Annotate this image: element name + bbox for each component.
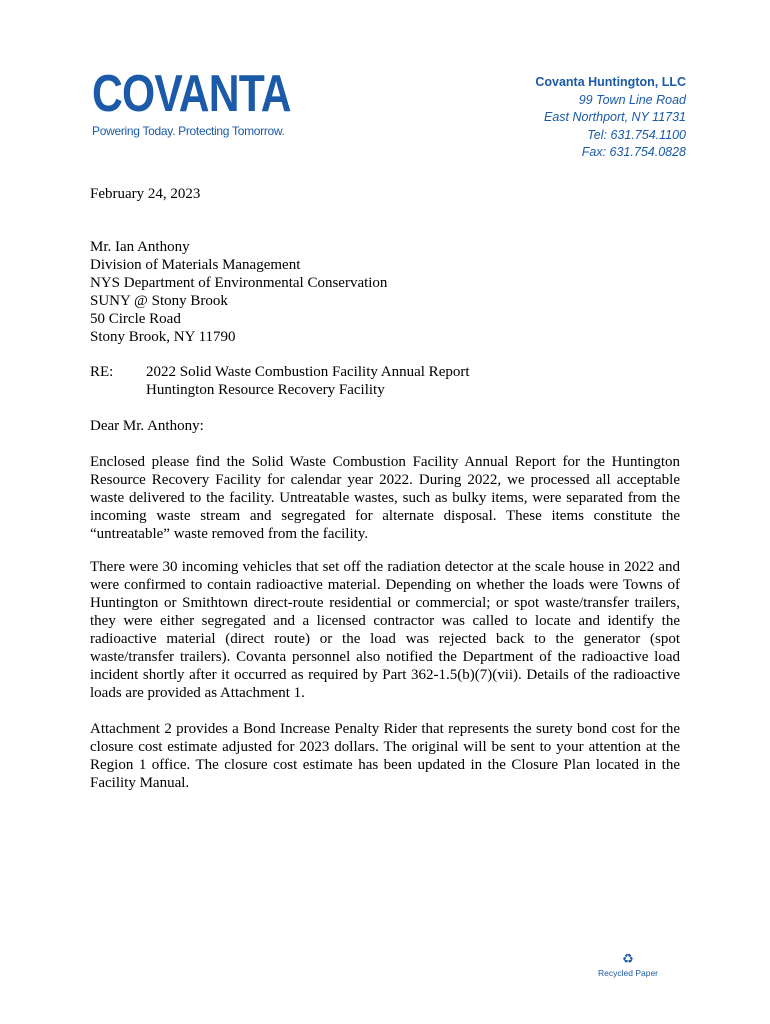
subject-line-1: 2022 Solid Waste Combustion Facility Annual Report xyxy=(146,364,470,380)
telephone: Tel: 631.754.1100 xyxy=(587,127,686,142)
recipient-line: SUNY @ Stony Brook xyxy=(90,293,228,309)
company-name: Covanta Huntington, LLC xyxy=(535,75,686,89)
logo-wordmark: COVANTA xyxy=(92,65,291,123)
recipient-line: NYS Department of Environmental Conservation xyxy=(90,275,388,291)
subject-indent xyxy=(90,381,146,399)
covanta-logo xyxy=(92,65,334,138)
recipient-line: Stony Brook, NY 11790 xyxy=(90,329,236,345)
recycle-icon: ♻ xyxy=(622,952,634,967)
recycled-paper-label: Recycled Paper xyxy=(598,968,659,978)
recipient-line: 50 Circle Road xyxy=(90,311,181,327)
address-line-1: 99 Town Line Road xyxy=(578,92,686,107)
subject-label: RE: xyxy=(90,364,114,380)
address-line-2: East Northport, NY 11731 xyxy=(544,110,686,124)
recipient-line: Division of Materials Management xyxy=(90,257,301,273)
recycled-paper-mark xyxy=(598,952,658,978)
logo-tagline: Powering Today. Protecting Tomorrow. xyxy=(92,124,285,138)
fax: Fax: 631.754.0828 xyxy=(581,145,686,159)
subject-line-2: Huntington Resource Recovery Facility xyxy=(146,382,385,398)
subject-block xyxy=(90,363,680,399)
company-address-block xyxy=(535,74,686,162)
salutation: Dear Mr. Anthony: xyxy=(90,418,204,434)
body-paragraph-3: Attachment 2 provides a Bond Increase Penalty Rider that represents the surety bond cost for the closure cost estimate adjusted for 2023 dollars. The original will be sent to your attention at the Region 1 office. The closure cost estimate has been updated in the Closure Plan located in the Facility Manual. xyxy=(90,721,680,791)
body-paragraph-1: Enclosed please find the Solid Waste Combustion Facility Annual Report for the Huntington Resource Recovery Facility for calendar year 2022. During 2022, we processed all acceptable waste delivered to the facility. Untreatable wastes, such as bulky items, were separated from the incoming waste stream and segregated for alternate disposal. These items constitute the “untreatable” waste removed from the facility. xyxy=(90,454,680,542)
body-paragraph-2: There were 30 incoming vehicles that set off the radiation detector at the scale house in 2022 and were confirmed to contain radioactive material. Depending on whether the loads were Towns of Huntington or Smithtown direct-route residential or commercial; or spot waste/transfer trailers, they were either segregated and a licensed contractor was called to locate and identify the radioactive material (direct route) or the load was rejected back to the generator (spot waste/transfer trailers). Covanta personnel also notified the Department of the radioactive load incident shortly after it occurred as required by Part 362-1.5(b)(7)(vii). Details of the radioactive loads are provided as Attachment 1. xyxy=(90,559,680,701)
letter-date: February 24, 2023 xyxy=(90,186,201,202)
recipient-line: Mr. Ian Anthony xyxy=(90,239,190,255)
recipient-block xyxy=(90,238,680,346)
